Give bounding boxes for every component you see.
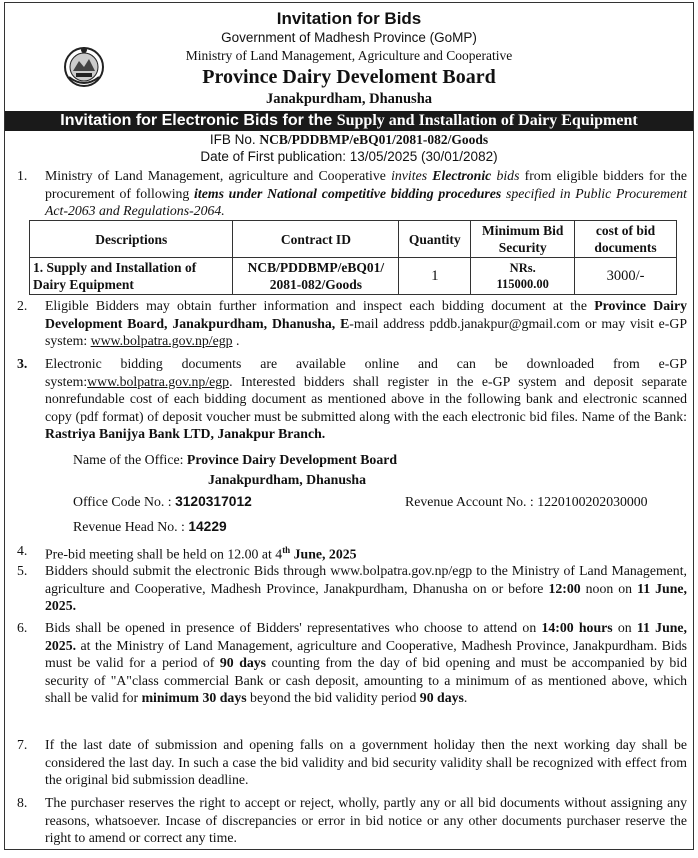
clause-text: If the last date of submission and opening falls on a government holiday then the next working day shall be considered the last day. In such a case the bid validity and bid security validity shall be recognized with effect from the original bid submission deadline. xyxy=(45,737,687,787)
clause-text: . Interested bidders shall register in the e-GP system and deposit separate nonrefundable cost of each bidding document as mentioned above in the following bank and electronic scanned copy (pdf format) of deposit voucher must be submitted along with the each electronic bid files. Name of the Bank: xyxy=(45,373,687,424)
column-header: Descriptions xyxy=(30,221,233,258)
clause-text: Ministry of Land Management, agriculture and Cooperative xyxy=(45,168,392,183)
office-code: 3120317012 xyxy=(175,494,252,509)
clause-text: specified in Public Procurement Act-2063 and Regulations-2064. xyxy=(45,185,687,218)
office-code-label: Office Code No. : xyxy=(73,494,176,509)
clause-text: Electronic bidding documents are available online and can be downloaded from e-GP system: xyxy=(45,356,687,389)
clause-text: from eligible bidders for the procurement of following xyxy=(45,168,688,201)
table-header-row xyxy=(30,221,677,258)
clause-2 xyxy=(17,297,687,350)
clause-text: 11 June, 2025. xyxy=(45,620,687,653)
security-amount: 115000.00 xyxy=(496,277,549,291)
clause-5 xyxy=(17,562,687,615)
clause-text: 14:00 hours xyxy=(541,620,613,635)
office-name-line xyxy=(73,452,397,468)
clause-text: 90 days xyxy=(419,690,464,705)
item-contract-id: NCB/PDDBMP/eBQ01/ 2081-082/Goods xyxy=(233,258,399,295)
clause-text: bids xyxy=(496,168,520,183)
clause-1 xyxy=(17,167,687,220)
ifb-number xyxy=(5,132,693,148)
clause-text: 90 days xyxy=(219,655,267,670)
egp-link[interactable]: www.bolpatra.gov.np/egp xyxy=(90,333,233,348)
clause-text: on xyxy=(612,620,637,635)
clause-text: at the Ministry of Land Management, agriculture and Cooperative, Madhesh Province, Janakpurdham. Bids must be valid for a period of xyxy=(45,637,687,670)
clause-text: items under National competitive bidding procedures xyxy=(194,185,502,201)
column-header: Minimum Bid Security xyxy=(471,221,575,258)
column-header: cost of bid documents xyxy=(575,221,677,258)
revenue-account: 1220100202030000 xyxy=(537,494,648,509)
clause-number: 3. xyxy=(17,356,28,371)
clause-text: -mail address pddb.janakpur@gmail.com or may visit e-GP system: xyxy=(45,315,687,348)
clause-text: June, 2025 xyxy=(290,546,357,562)
bid-items-table xyxy=(29,220,677,295)
clause-8 xyxy=(17,794,687,847)
notice-page xyxy=(4,2,694,850)
clause-6 xyxy=(17,619,687,707)
column-header: Quantity xyxy=(399,221,471,258)
publication-date: Date of First publication: 13/05/2025 (30/01/2082) xyxy=(200,149,498,164)
clause-text: The purchaser reserves the right to accept or reject, wholly, partly any or all bid documents without assigning any reasons, whatsoever. Incase of discrepancies or error in bid notice or any other documents purchaser reserve the right to amend or correct any time. xyxy=(45,795,687,845)
item-quantity: 1 xyxy=(399,258,471,295)
revenue-head-label: Revenue Head No. : xyxy=(73,519,189,534)
revenue-head: 14229 xyxy=(188,519,227,534)
office-label: Name of the Office: xyxy=(73,452,187,467)
bank-name: Rastriya Banijya Bank LTD, Janakpur Branch. xyxy=(45,426,326,441)
clause-number: 6. xyxy=(17,620,28,635)
security-currency: NRs. xyxy=(509,261,536,275)
clause-number: 1. xyxy=(17,168,28,183)
revenue-head-line xyxy=(73,519,227,535)
clause-text: 12:00 xyxy=(548,580,581,596)
revenue-account-label: Revenue Account No. : xyxy=(405,494,538,509)
clause-3 xyxy=(17,355,687,443)
item-bid-security xyxy=(471,258,575,295)
notice-title: Invitation for Bids xyxy=(276,9,422,28)
office-name: Province Dairy Development Board xyxy=(186,452,398,467)
clause-text: Pre-bid meeting shall be held on 12.00 at 4 xyxy=(45,546,283,562)
clause-number: 4. xyxy=(17,543,28,558)
clause-text: beyond the bid validity period xyxy=(246,690,420,705)
item-document-cost: 3000/- xyxy=(575,258,677,295)
clause-7 xyxy=(17,736,687,789)
clause-text: . xyxy=(463,690,468,705)
office-location: Janakpurdham, Dhanusha xyxy=(208,472,366,487)
clause-text: Bids shall be opened in presence of Bidders' representatives who choose to attend on xyxy=(45,620,542,635)
egp-link[interactable]: www.bolpatra.gov.np/egp xyxy=(87,373,230,389)
table-row xyxy=(30,258,677,295)
column-header: Contract ID xyxy=(233,221,399,258)
clause-text: Bidders should submit the electronic Bids through www.bolpatra.gov.np/egp to the Ministry of Land Management, agriculture and Cooperative, Madhesh Province, Janakpurdham, Dhanusha on or before xyxy=(45,563,687,596)
clause-number: 8. xyxy=(17,795,28,810)
ifb-label: IFB No. xyxy=(209,132,260,147)
clause-number: 5. xyxy=(17,563,28,578)
clause-text: . xyxy=(232,333,240,348)
board-location: Janakpurdham, Dhanusha xyxy=(265,91,433,107)
clause-text: invites xyxy=(391,168,433,183)
item-description: 1. Supply and Installation of Dairy Equipment xyxy=(30,258,233,295)
title-banner xyxy=(5,111,693,131)
banner-text-part2: Supply and Installation of Dairy Equipment xyxy=(336,112,638,129)
clause-text: Electronic xyxy=(432,168,497,183)
clause-text: noon on xyxy=(580,580,638,596)
clause-4 xyxy=(17,542,687,563)
government-name: Government of Madhesh Province (GoMP) xyxy=(221,30,477,45)
clause-text: minimum 30 days xyxy=(141,690,247,705)
ifb-value: NCB/PDDBMP/eBQ01/2081-082/Goods xyxy=(259,132,489,147)
office-code-line xyxy=(73,494,252,510)
clause-number: 2. xyxy=(17,298,28,313)
clause-text: counting from the day of bid opening and must be accompanied by bid security of "A"class commercial Bank or cash deposit, amounting to a minimum of as mentioned above, which shall be valid for xyxy=(45,655,687,705)
ministry-name: Ministry of Land Management, Agriculture and Cooperative xyxy=(185,48,513,63)
clause-text: 11 June, 2025. xyxy=(45,580,687,613)
clause-number: 7. xyxy=(17,737,28,752)
banner-text-part1: Invitation for Electronic Bids for the xyxy=(60,112,337,129)
clause-text: th xyxy=(282,545,291,555)
clause-text: Eligible Bidders may obtain further information and inspect each bidding document at the xyxy=(45,298,595,313)
revenue-account-line xyxy=(405,494,648,510)
clause-text: Province Dairy Development Board, Janakpurdham, Dhanusha, E xyxy=(45,298,687,331)
board-name: Province Dairy Develoment Board xyxy=(202,66,496,88)
